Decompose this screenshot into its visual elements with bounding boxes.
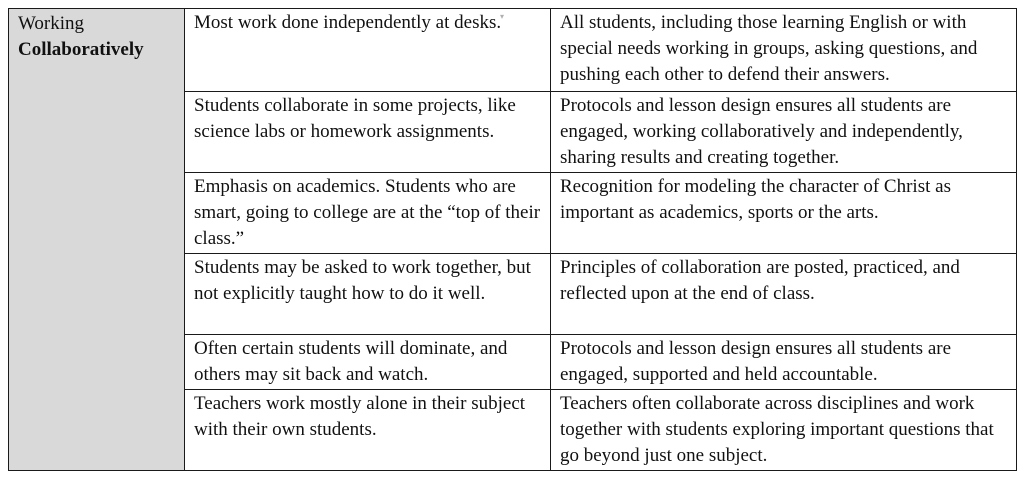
category-title-line2: Collaboratively	[18, 39, 144, 60]
current-practice-cell: Students may be asked to work together, but not explicitly taught how to do it well.	[185, 254, 551, 335]
target-practice-cell: Teachers often collaborate across disciplines and work together with students exploring important questions that go beyond just one subject.	[551, 390, 1017, 471]
comparison-table	[8, 8, 1017, 471]
current-practice-cell: Teachers work mostly alone in their subject with their own students.	[185, 390, 551, 471]
current-practice-cell: Emphasis on academics. Students who are smart, going to college are at the “top of their class.”	[185, 173, 551, 254]
target-practice-cell: Protocols and lesson design ensures all students are engaged, supported and held accountable.	[551, 335, 1017, 390]
category-title	[18, 11, 178, 63]
target-practice-cell: Principles of collaboration are posted, practiced, and reflected upon at the end of class.	[551, 254, 1017, 335]
current-practice-cell: Most work done independently at desks.	[185, 9, 551, 92]
target-practice-cell: All students, including those learning English or with special needs working in groups, asking questions, and pushing each other to defend their answers.	[551, 9, 1017, 92]
category-cell	[9, 9, 185, 471]
table-row	[9, 9, 1017, 92]
dropdown-marker-icon: ▾	[500, 12, 505, 21]
target-practice-cell: Recognition for modeling the character of Christ as important as academics, sports or the arts.	[551, 173, 1017, 254]
category-title-line1: Working	[18, 13, 85, 34]
current-practice-cell: Often certain students will dominate, and others may sit back and watch.	[185, 335, 551, 390]
target-practice-cell: Protocols and lesson design ensures all students are engaged, working collaboratively and independently, sharing results and creating together.	[551, 92, 1017, 173]
current-practice-cell: Students collaborate in some projects, like science labs or homework assignments.	[185, 92, 551, 173]
